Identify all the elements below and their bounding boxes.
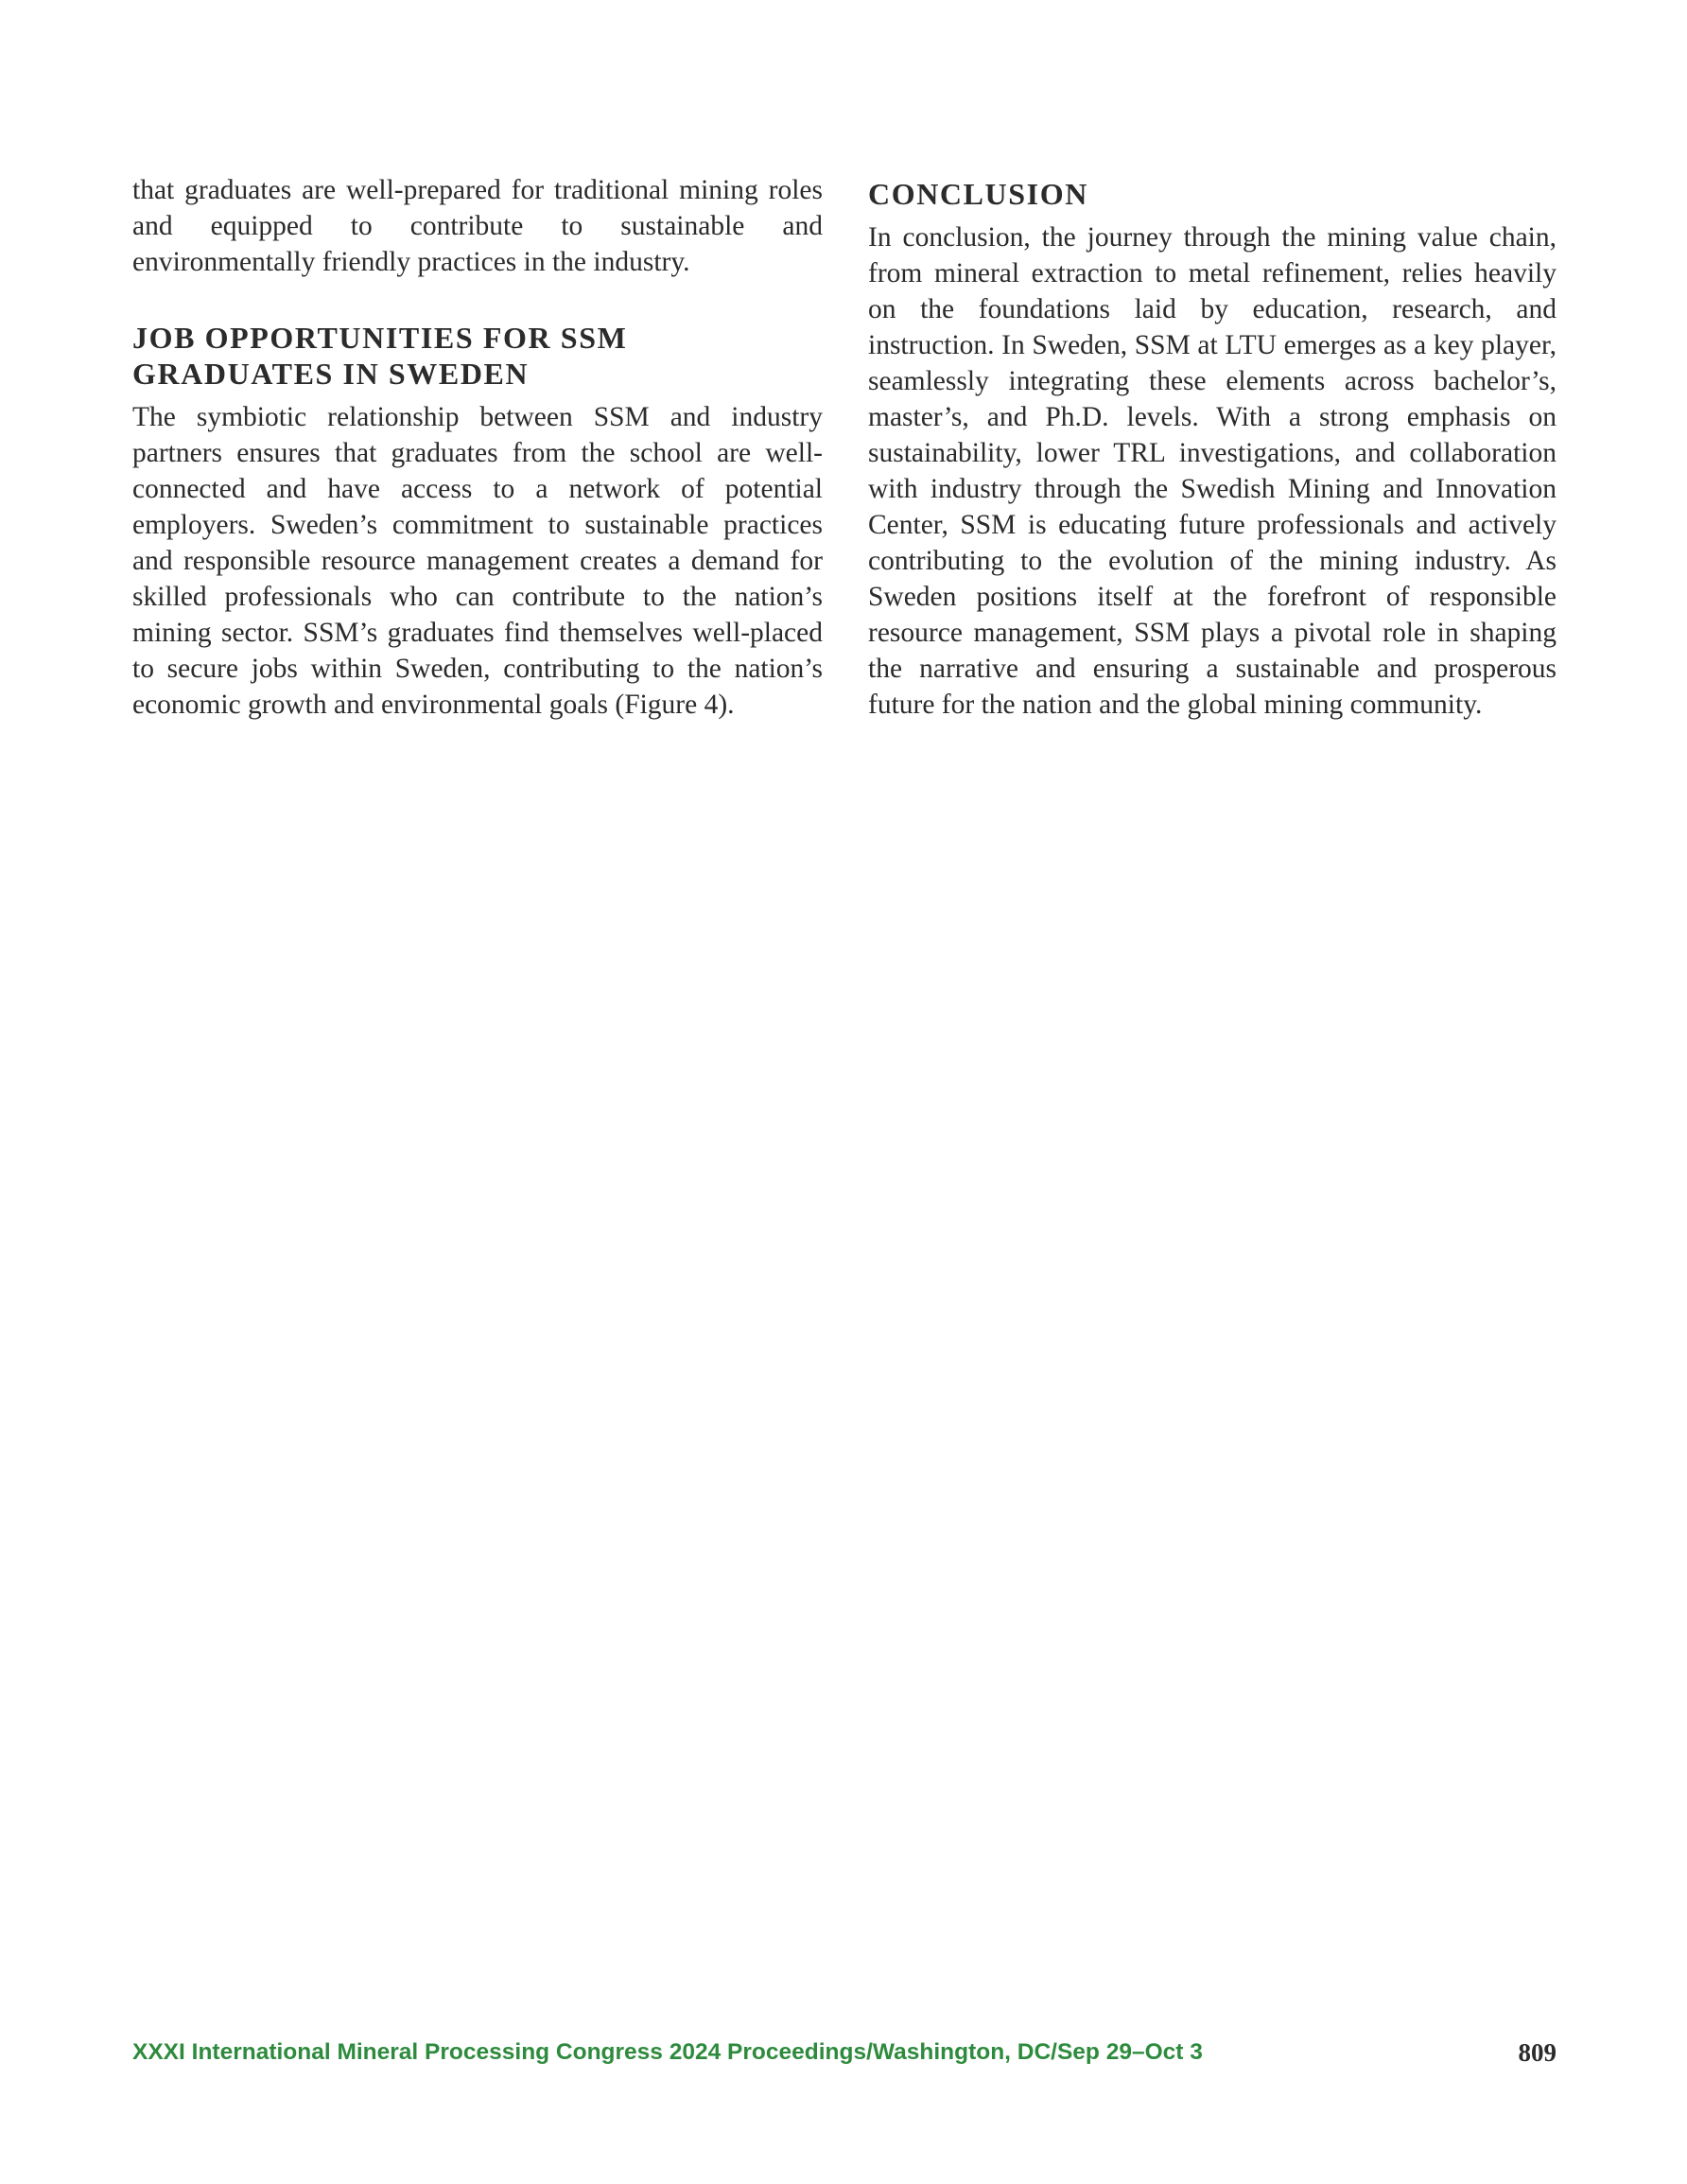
- right-column: [868, 172, 1557, 723]
- intro-paragraph: that graduates are well-prepared for traditional mining roles and equipped to contribute to sustainable and environmentally friendly practices in the industry.: [132, 175, 823, 277]
- page-footer: [132, 2034, 1557, 2071]
- proceedings-footer-text: XXXI International Mineral Processing Congress 2024 Proceedings/Washington, DC/Sep 29–Oct 3: [132, 2039, 1203, 2065]
- job-opportunities-paragraph: The symbiotic relationship between SSM and industry partners ensures that graduates from the school are well-connected and have access to a network of potential employers. Sweden’s commitment to sustainable practices and responsible resource management creates a demand for skilled professionals who can contribute to the nation’s mining sector. SSM’s graduates find themselves well-placed to secure jobs within Sweden, contributing to the nation’s economic growth and environmental goals (Figure 4).: [132, 402, 823, 720]
- conclusion-heading: CONCLUSION: [868, 177, 1088, 211]
- left-column: [132, 172, 823, 723]
- conclusion-paragraph: In conclusion, the journey through the mining value chain, from mineral extraction to metal refinement, relies heavily on the foundations laid by education, research, and instruction. In Sweden, SSM at LTU emerges as a key player, seamlessly integrating these elements across bachelor’s, master’s, and Ph.D. levels. With a strong emphasis on sustainability, lower TRL investigations, and collaboration with industry through the Swedish Mining and Innovation Center, SSM is educating future professionals and actively contributing to the evolution of the mining industry. As Sweden positions itself at the forefront of responsible resource management, SSM plays a pivotal role in shaping the narrative and ensuring a sustainable and prosperous future for the nation and the global mining community.: [868, 222, 1557, 720]
- page-number: 809: [1518, 2038, 1557, 2067]
- job-opportunities-heading: JOB OPPORTUNITIES FOR SSM GRADUATES IN SWEDEN: [132, 321, 628, 391]
